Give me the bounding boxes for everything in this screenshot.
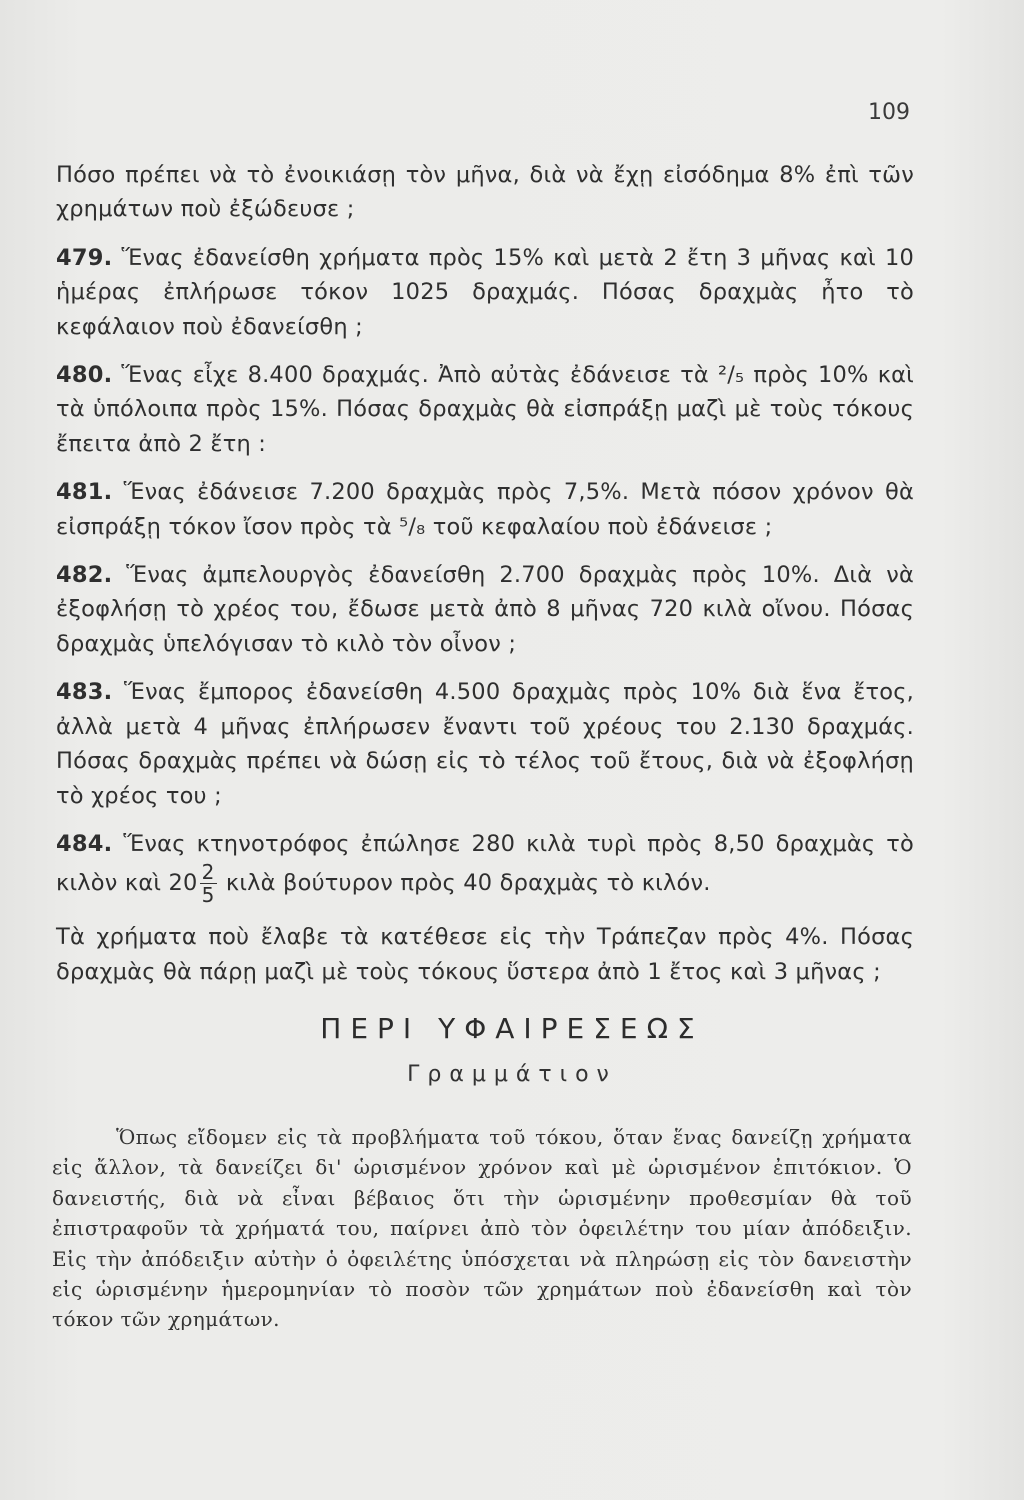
problem-number: 479. <box>56 244 113 271</box>
mixed-fraction <box>200 861 217 906</box>
page-number: 109 <box>868 100 910 125</box>
problem-text: Ἕνας ἀμπελουργὸς ἐδανείσθη 2.700 δραχμὰς πρὸς 10%. Διὰ νὰ ἐξοφλήσῃ τὸ χρέος του, ἔδωσε μετὰ ἀπὸ 8 μῆνας 720 κιλὰ οἴνου. Πόσας δραχμὰς ὑπελόγισαν τὸ κιλὸ τὸν οἶνον ; <box>56 562 914 657</box>
problem-number: 481. <box>56 479 113 506</box>
section-subtitle: Γραμμάτιον <box>407 1062 617 1087</box>
problem-483 <box>56 675 914 813</box>
problem-482 <box>56 558 914 661</box>
problem-text: Ἕνας ἐδανείσθη χρήματα πρὸς 15% καὶ μετὰ 2 ἔτη 3 μῆνας καὶ 10 ἡμέρας ἐπλήρωσε τόκον 1025 δραχμάς. Πόσας δραχμὰς ἦτο τὸ κεφάλαιον ποὺ ἐδανείσθη ; <box>56 244 914 340</box>
problem-number: 484. <box>56 830 113 857</box>
problem-number: 483. <box>56 679 113 706</box>
problem-text: Ἕνας ἐδάνεισε 7.200 δραχμὰς πρὸς 7,5%. Μετὰ πόσον χρόνον θὰ εἰσπράξῃ τόκον ἴσον πρὸς τὰ ⁵/₈ τοῦ κεφαλαίου ποὺ ἐδάνεισε ; <box>56 479 914 540</box>
problem-number: 480. <box>56 362 113 389</box>
section-title: ΠΕΡΙ ΥΦΑΙΡΕΣΕΩΣ <box>320 1012 704 1045</box>
fraction-denominator: 5 <box>201 883 215 908</box>
lead-paragraph: Πόσο πρέπει νὰ τὸ ἐνοικιάσῃ τὸν μῆνα, διὰ νὰ ἔχῃ εἰσόδημα 8% ἐπὶ τῶν χρημάτων ποὺ ἐξώδευσε ; <box>56 162 914 223</box>
problem-481 <box>56 475 914 544</box>
problem-number: 482. <box>56 562 113 589</box>
problems-text <box>56 158 914 989</box>
problem-484-continuation: Τὰ χρήματα ποὺ ἔλαβε τὰ κατέθεσε εἰς τὴν Τράπεζαν πρὸς 4%. Πόσας δραχμὰς θὰ πάρῃ μαζὶ μὲ τοὺς τόκους ὕστερα ἀπὸ 1 ἔτος καὶ 3 μῆνας ; <box>56 924 914 985</box>
fraction-numerator: 2 <box>201 860 215 885</box>
problem-480 <box>56 358 914 461</box>
problem-text: Ἕνας ἔμπορος ἐδανείσθη 4.500 δραχμὰς πρὸς 10% διὰ ἕνα ἔτος, ἀλλὰ μετὰ 4 μῆνας ἐπλήρωσεν ἔναντι τοῦ χρέους του 2.130 δραχμάς. Πόσας δραχμὰς πρέπει νὰ δώσῃ εἰς τὸ τέλος τοῦ ἔτους, διὰ νὰ ἐξοφλήσῃ τὸ χρέος του ; <box>56 679 914 809</box>
problem-text: Ἕνας εἶχε 8.400 δραχμάς. Ἀπὸ αὐτὰς ἐδάνεισε τὰ ²/₅ πρὸς 10% καὶ τὰ ὑπόλοιπα πρὸς 15%. Πόσας δραχμὰς θὰ εἰσπράξῃ μαζὶ μὲ τοὺς τόκους ἔπειτα ἀπὸ 2 ἔτη : <box>56 362 914 457</box>
problem-484 <box>56 827 914 906</box>
intro-paragraph: Ὅπως εἴδομεν εἰς τὰ προβλήματα τοῦ τόκου, ὅταν ἕνας δανείζῃ χρήματα εἰς ἄλλον, τὰ δανείζει δι' ὡρισμένον χρόνον καὶ μὲ ὡρισμένον ἐπιτόκιον. Ὁ δανειστής, διὰ νὰ εἶναι βέβαιος ὅτι τὴν ὡρισμένην προθεσμίαν θὰ τοῦ ἐπιστραφοῦν τὰ χρήματά του, παίρνει ἀπὸ τὸν ὀφειλέτην του μίαν ἀπόδειξιν. Εἰς τὴν ἀπόδειξιν αὐτὴν ὁ ὀφειλέτης ὑπόσχεται νὰ πληρώσῃ εἰς τὸν δανειστὴν εἰς ὡρισμένην ἡμερομηνίαν τὸ ποσὸν τῶν χρημάτων ποὺ ἐδανείσθη καὶ τὸν τόκον τῶν χρημάτων. <box>52 1125 912 1332</box>
problem-text-after-fraction: κιλὰ βούτυρον πρὸς 40 δραχμὰς τὸ κιλόν. <box>225 870 711 897</box>
section-intro <box>52 1122 912 1335</box>
problem-text-before-fraction: Ἕνας κτηνοτρόφος ἐπώλησε 280 κιλὰ τυρὶ πρὸς 8,50 δραχμὰς τὸ κιλὸν καὶ 20 <box>56 830 914 897</box>
problem-479 <box>56 241 914 344</box>
